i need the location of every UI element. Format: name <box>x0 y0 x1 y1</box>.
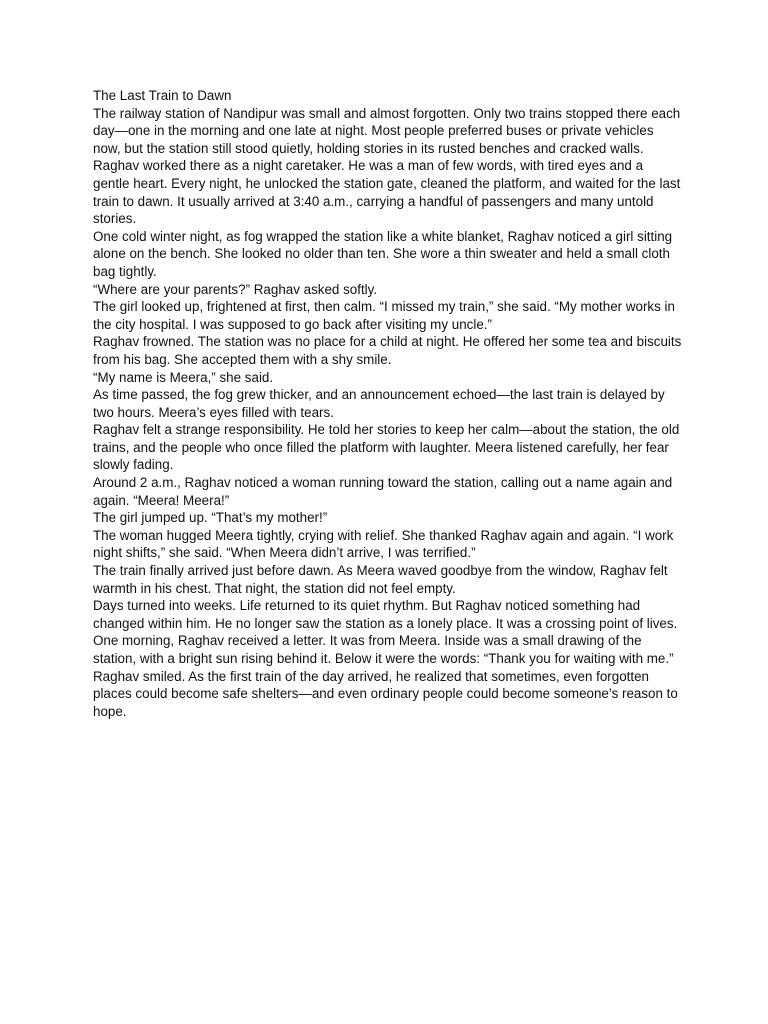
paragraph: “My name is Meera,” she said. <box>93 369 274 385</box>
paragraph: The train finally arrived just before dawn. As Meera waved goodbye from the window, Raghav felt warmth in his chest. That night, the station did not feel empty. <box>93 563 668 596</box>
document-page <box>93 87 683 720</box>
paragraph: Raghav worked there as a night caretaker. He was a man of few words, with tired eyes and a gentle heart. Every night, he unlocked the station gate, cleaned the platform, and waited for the last train to dawn. It usually arrived at 3:40 a.m., carrying a handful of passengers and many untold stories. <box>93 158 681 227</box>
document-title: The Last Train to Dawn <box>93 88 232 103</box>
paragraph: Days turned into weeks. Life returned to its quiet rhythm. But Raghav noticed something had changed within him. He no longer saw the station as a lonely place. It was a crossing point of lives. <box>93 598 678 631</box>
paragraph: The girl jumped up. “That’s my mother!” <box>93 510 328 526</box>
paragraph: “Where are your parents?” Raghav asked softly. <box>93 281 378 297</box>
paragraph: The woman hugged Meera tightly, crying with relief. She thanked Raghav again and again. “I work night shifts,” she said. “When Meera didn’t arrive, I was terrified.” <box>93 527 674 561</box>
paragraph: As time passed, the fog grew thicker, and an announcement echoed—the last train is delayed by two hours. Meera’s eyes filled with tears. <box>93 387 665 420</box>
paragraph: One cold winter night, as fog wrapped the station like a white blanket, Raghav noticed a girl sitting alone on the bench. She looked no older than ten. She wore a thin sweater and held a small cloth bag tightly. <box>93 228 673 279</box>
paragraph: Around 2 a.m., Raghav noticed a woman running toward the station, calling out a name again and again. “Meera! Meera!” <box>93 475 673 508</box>
paragraph: One morning, Raghav received a letter. It was from Meera. Inside was a small drawing of the station, with a bright sun rising behind it. Below it were the words: “Thank you for waiting with me.” <box>93 633 674 666</box>
paragraph: The girl looked up, frightened at first, then calm. “I missed my train,” she said. “My mother works in the city hospital. I was supposed to go back after visiting my uncle.” <box>93 299 675 332</box>
paragraph: Raghav smiled. As the first train of the day arrived, he realized that sometimes, even forgotten places could become safe shelters—and even ordinary people could become someone’s reason to hope. <box>93 668 678 719</box>
paragraph: Raghav frowned. The station was no place for a child at night. He offered her some tea and biscuits from his bag. She accepted them with a shy smile. <box>93 334 682 367</box>
paragraph: The railway station of Nandipur was small and almost forgotten. Only two trains stopped there each day—one in the morning and one late at night. Most people preferred buses or private vehicles now, but the station still stood quietly, holding stories in its rusted benches and cracked walls. <box>93 105 681 156</box>
paragraph: Raghav felt a strange responsibility. He told her stories to keep her calm—about the station, the old trains, and the people who once filled the platform with laughter. Meera listened carefully, her fear slowly fading. <box>93 422 680 473</box>
